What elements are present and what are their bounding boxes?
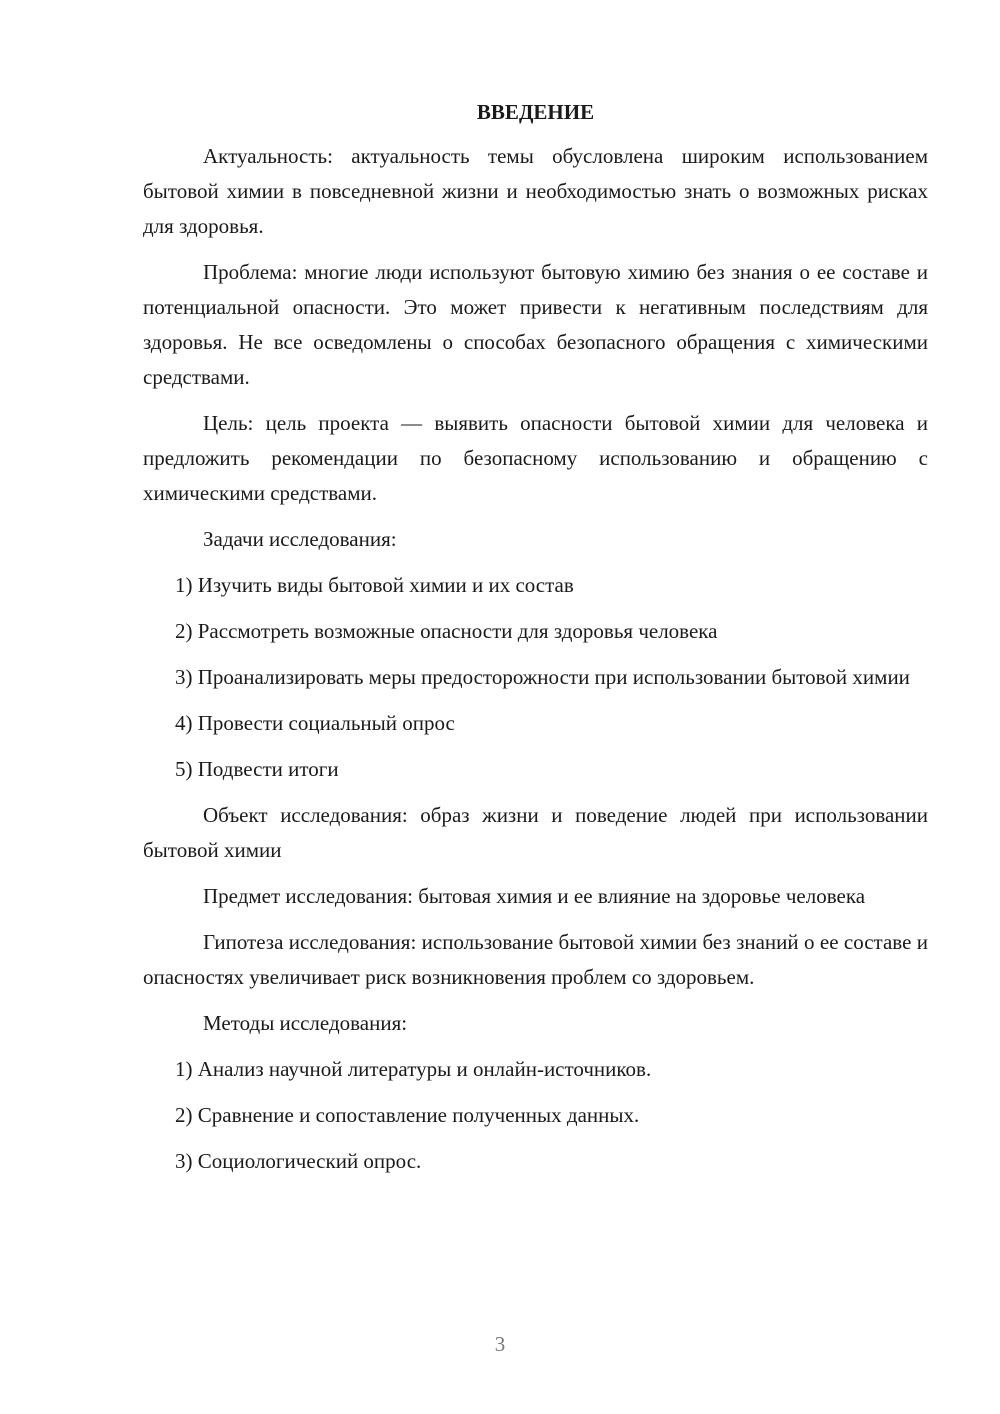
task-item: 3) Проанализировать меры предосторожности при использовании бытовой химии	[175, 665, 910, 689]
tasks-title: Задачи исследования:	[203, 527, 397, 551]
task-item: 1) Изучить виды бытовой химии и их состав	[175, 573, 574, 597]
section-heading: ВВЕДЕНИЕ	[476, 100, 595, 124]
subject-paragraph: Предмет исследования: бытовая химия и ее влияние на здоровье человека	[203, 884, 866, 908]
hypothesis-paragraph: Гипотеза исследования: использование бытовой химии без знаний о ее составе и опасностях увеличивает риск возникновения проблем со здоровьем.	[143, 930, 928, 989]
task-item: 4) Провести социальный опрос	[175, 711, 455, 735]
method-item: 2) Сравнение и сопоставление полученных данных.	[175, 1103, 640, 1127]
methods-title: Методы исследования:	[203, 1011, 408, 1035]
method-item: 3) Социологический опрос.	[175, 1149, 422, 1173]
method-item: 1) Анализ научной литературы и онлайн-источников.	[175, 1057, 652, 1081]
problem-paragraph: Проблема: многие люди используют бытовую химию без знания о ее составе и потенциальной опасности. Это может привести к негативным последствиям для здоровья. Не все осведомлены о способах безопасного обращения с химическими средствами.	[143, 260, 928, 389]
page-number: 3	[494, 1332, 506, 1356]
object-paragraph: Объект исследования: образ жизни и поведение людей при использовании бытовой химии	[143, 803, 928, 862]
task-item: 5) Подвести итоги	[175, 757, 339, 781]
document-page	[143, 95, 928, 1190]
relevance-paragraph: Актуальность: актуальность темы обусловлена широким использованием бытовой химии в повседневной жизни и необходимостью знать о возможных рисках для здоровья.	[143, 144, 928, 238]
task-item: 2) Рассмотреть возможные опасности для здоровья человека	[175, 619, 718, 643]
goal-paragraph: Цель: цель проекта — выявить опасности бытовой химии для человека и предложить рекомендации по безопасному использованию и обращению с химическими средствами.	[143, 411, 928, 505]
